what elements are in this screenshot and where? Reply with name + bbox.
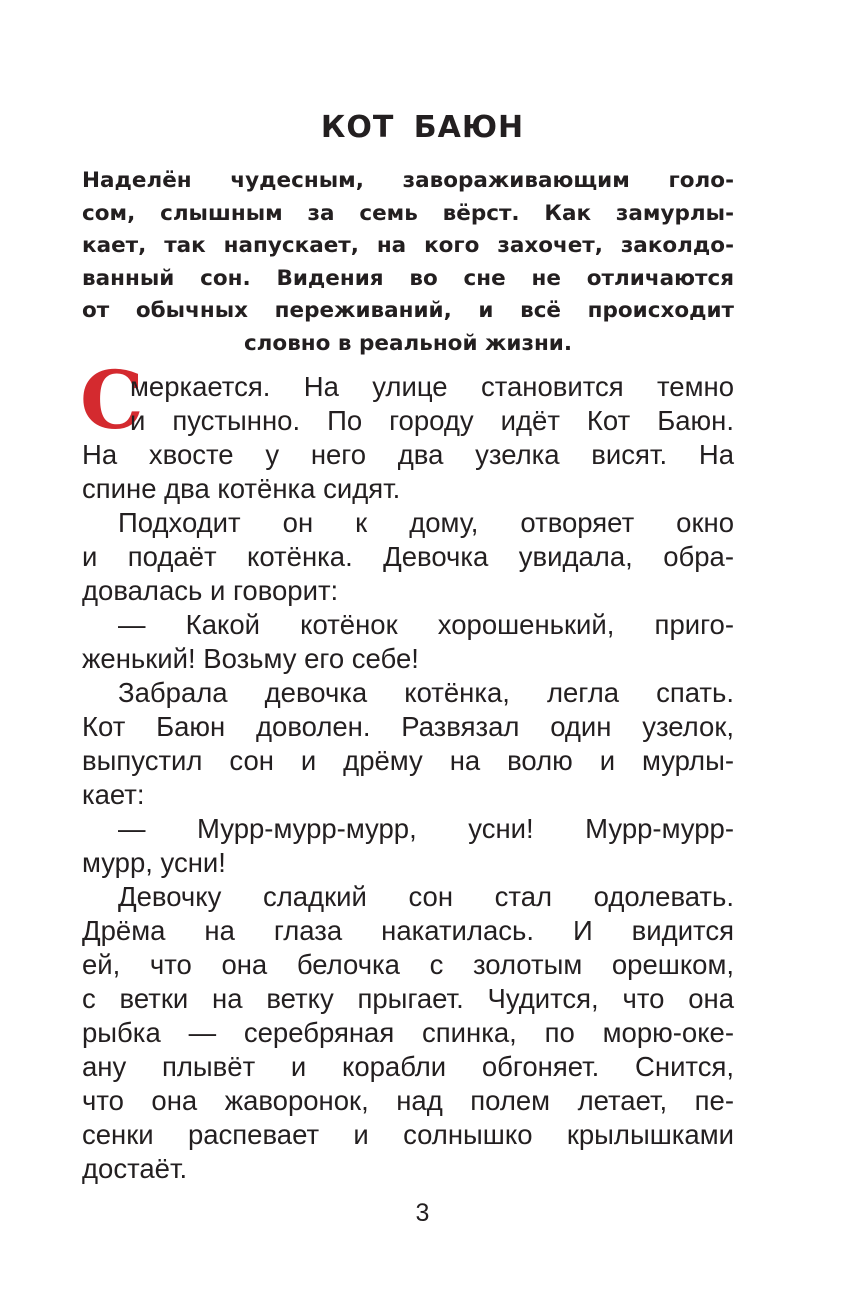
lead-paragraph [82,165,734,360]
text-line: Кот Баюн доволен. Развязал один узелок, [82,711,734,742]
text-line: Забрала девочка котёнка, легла спать. [118,677,734,708]
text-line: достаёт. [82,1153,188,1184]
lead-line: ванный сон. Видения во сне не отличаются [82,265,734,291]
lead-line: сом, слышным за семь вёрст. Как замурлы- [82,200,734,226]
text-line: ану плывёт и корабли обгоняет. Снится, [82,1051,734,1082]
text-line: Девочку сладкий сон стал одолевать. [118,881,734,912]
text-line: сенки распевает и солнышко крылышками [82,1119,734,1150]
text-line: На хвосте у него два узелка висят. На [82,439,734,470]
text-line: что она жаворонок, над полем летает, пе- [82,1085,734,1116]
text-line: меркается. На улице становится темно [130,371,734,402]
lead-line: словно в реальной жизни. [243,330,573,356]
text-line: — Мурр-мурр-мурр, усни! Мурр-мурр- [118,813,734,844]
lead-line: от обычных переживаний, и всё происходит [82,298,734,323]
page-title: КОТ БАЮН [320,110,525,145]
text-line: ей, что она белочка с золотым орешком, [82,949,734,980]
text-line: — Какой котёнок хорошенький, приго- [118,609,734,640]
text-line: Подходит он к дому, отворяет окно [118,507,734,538]
story-text [82,370,734,1186]
text-line: кает: [82,779,145,810]
text-line: рыбка — серебряная спинка, по морю-оке- [82,1017,734,1048]
text-line: Дрёма на глаза накатилась. И видится [82,915,734,946]
text-line: и подаёт котёнка. Девочка увидала, обра- [82,541,734,572]
lead-line: кает, так напускает, на кого захочет, заколдо- [82,233,734,258]
text-line: с ветки на ветку прыгает. Чудится, что она [82,983,734,1014]
page-number: 3 [415,1199,430,1227]
text-line: мурр, усни! [82,847,226,878]
drop-cap: С [80,353,144,447]
text-line: и пустынно. По городу идёт Кот Баюн. [130,405,734,436]
text-line: выпустил сон и дрёму на волю и мурлы- [82,745,734,776]
lead-line: Наделён чудесным, завораживающим голо- [82,168,734,193]
text-line: спине два котёнка сидят. [82,473,401,504]
text-line: женький! Возьму его себе! [82,643,419,674]
text-line: довалась и говорит: [82,575,339,606]
